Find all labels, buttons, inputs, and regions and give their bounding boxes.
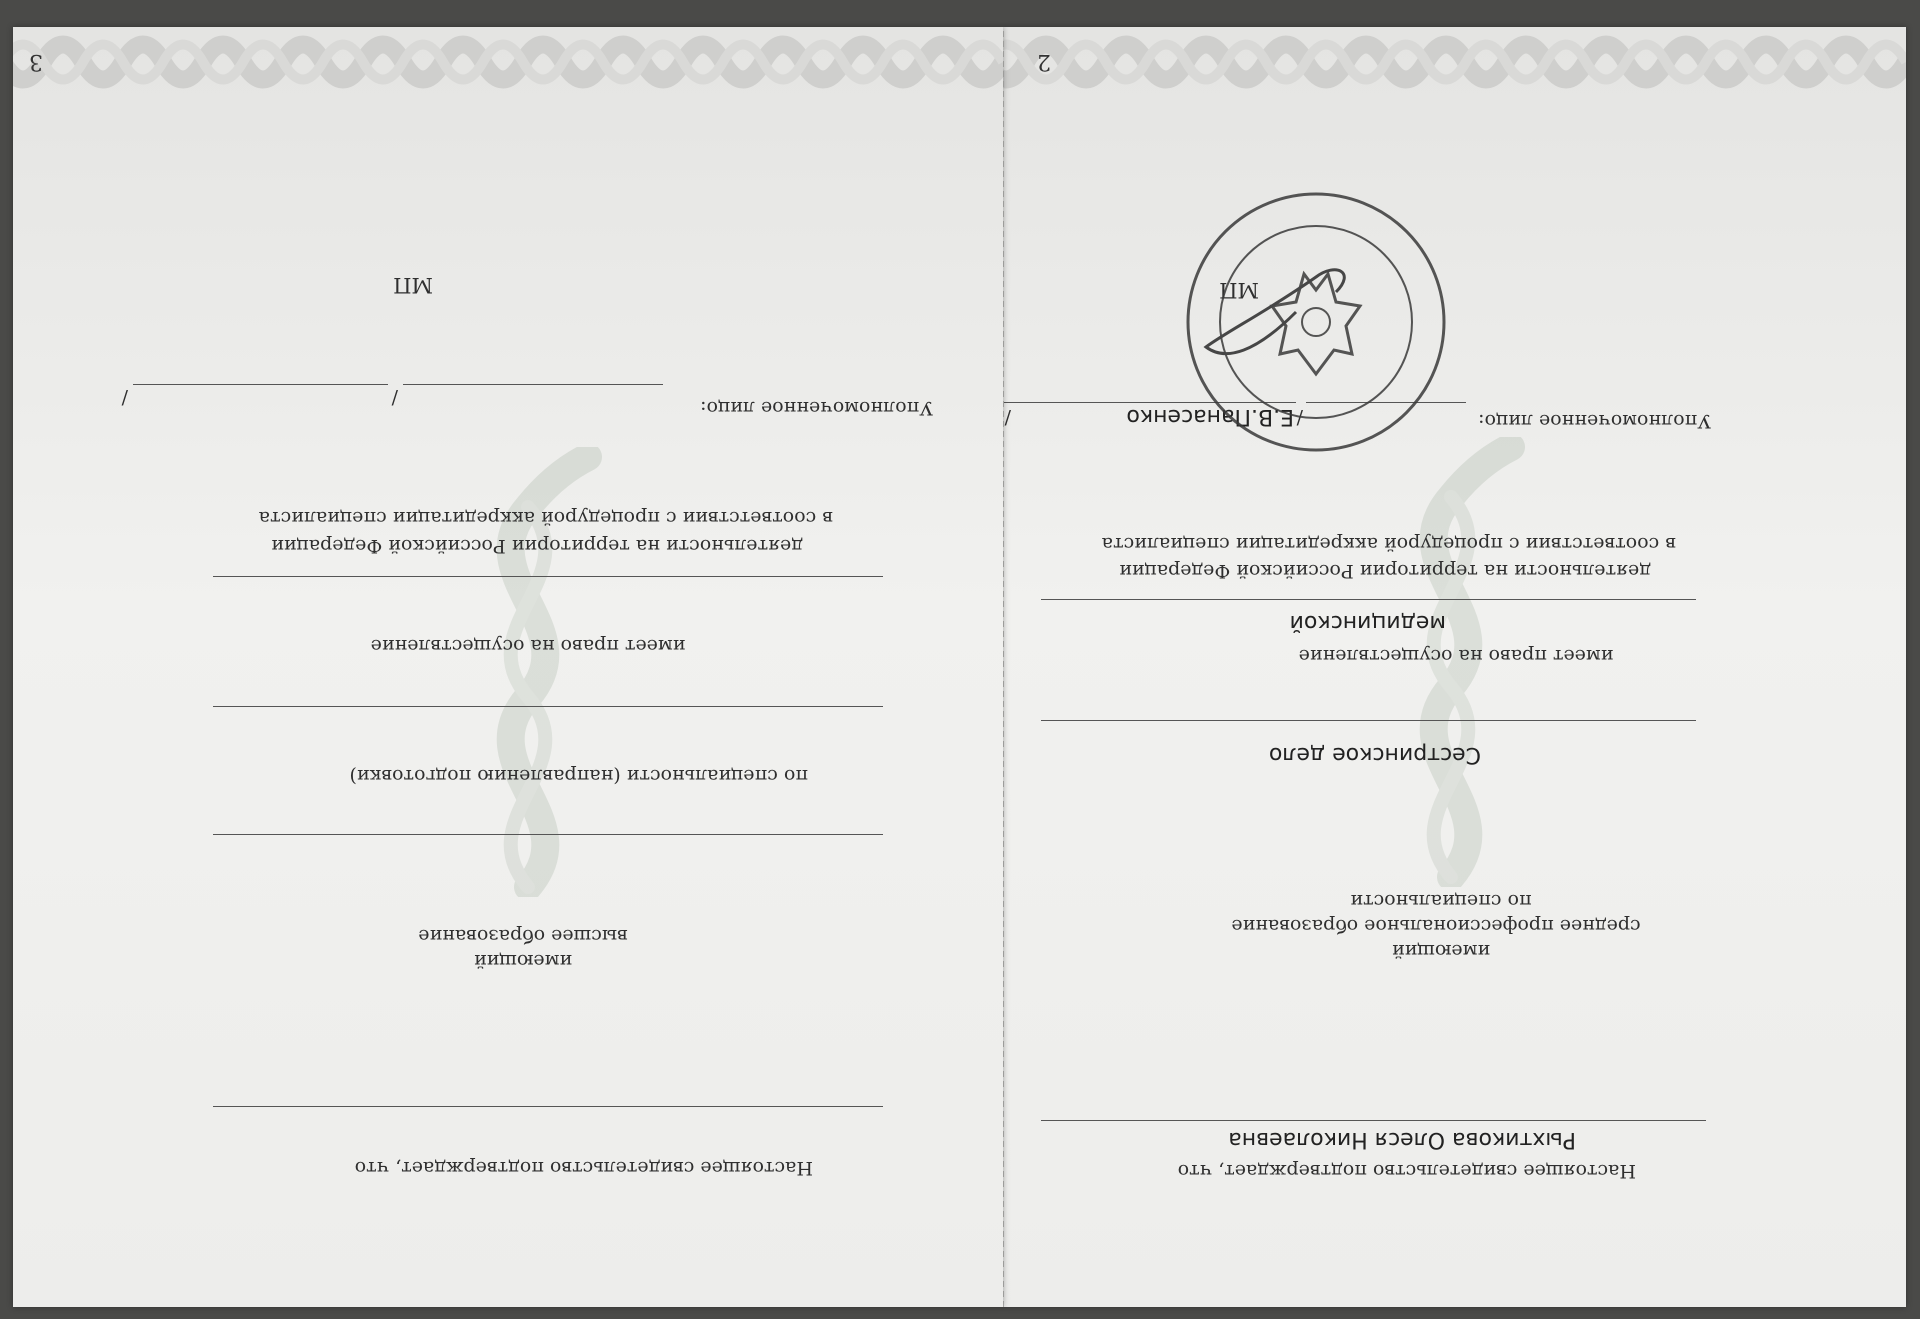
by-specialty-text: по специальности bbox=[1350, 890, 1532, 912]
activity-line1-text: деятельности на территории Российской Федерации bbox=[1119, 560, 1651, 582]
stamp-label: МП bbox=[1219, 278, 1259, 302]
has-right-text: имеет право на осуществление bbox=[1298, 645, 1614, 667]
having-text: имеющий bbox=[473, 950, 573, 972]
specialty-line bbox=[213, 706, 883, 707]
guilloche-pattern bbox=[13, 27, 1003, 97]
name-line bbox=[133, 384, 388, 385]
name-separator-1: / bbox=[1296, 407, 1303, 429]
certificate-page-3 bbox=[13, 27, 1003, 1307]
education-level-text: высшее образование bbox=[418, 925, 628, 947]
by-specialty-text: по специальности (направлению подготовки) bbox=[349, 765, 808, 787]
certificate-page-2 bbox=[1003, 27, 1906, 1307]
full-name-line bbox=[1041, 1120, 1706, 1121]
guilloche-pattern bbox=[1003, 27, 1906, 97]
full-name-value: Рыхтикова Олеся Николаевна bbox=[1228, 1127, 1576, 1152]
name-separator-2: / bbox=[121, 387, 128, 409]
has-right-text: имеет право на осуществление bbox=[370, 635, 686, 657]
education-line bbox=[213, 834, 883, 835]
activity-line bbox=[213, 576, 883, 577]
full-name-line bbox=[213, 1106, 883, 1107]
certifies-text: Настоящее свидетельство подтверждает, что bbox=[354, 1157, 813, 1179]
name-separator-2: / bbox=[1004, 407, 1011, 429]
certifies-text: Настоящее свидетельство подтверждает, что bbox=[1177, 1160, 1636, 1182]
activity-value: медицинской bbox=[1289, 610, 1446, 635]
having-text: имеющий bbox=[1391, 940, 1491, 962]
stamp-label: МП bbox=[393, 273, 433, 297]
specialty-line bbox=[1041, 720, 1696, 721]
authorized-label: Уполномоченное лицо: bbox=[700, 397, 933, 419]
activity-line2-text: в соответствии с процедурой аккредитации специалиста bbox=[1101, 533, 1676, 555]
activity-line1-text: деятельности на территории Российской Федерации bbox=[271, 535, 803, 557]
activity-line2-text: в соответствии с процедурой аккредитации специалиста bbox=[258, 507, 833, 529]
name-separator-1: / bbox=[391, 387, 398, 409]
specialty-value: Сестринское дело bbox=[1268, 742, 1481, 767]
official-seal bbox=[1176, 182, 1456, 462]
education-level-text: среднее профессиональное образование bbox=[1231, 915, 1641, 937]
authorized-label: Уполномоченное лицо: bbox=[1478, 410, 1711, 432]
page-number-3: 3 bbox=[29, 49, 43, 74]
activity-line bbox=[1041, 599, 1696, 600]
authorized-name: Е.В.Панасенко bbox=[1126, 404, 1294, 429]
page-number-2: 2 bbox=[1037, 49, 1051, 74]
signature-line bbox=[403, 384, 663, 385]
